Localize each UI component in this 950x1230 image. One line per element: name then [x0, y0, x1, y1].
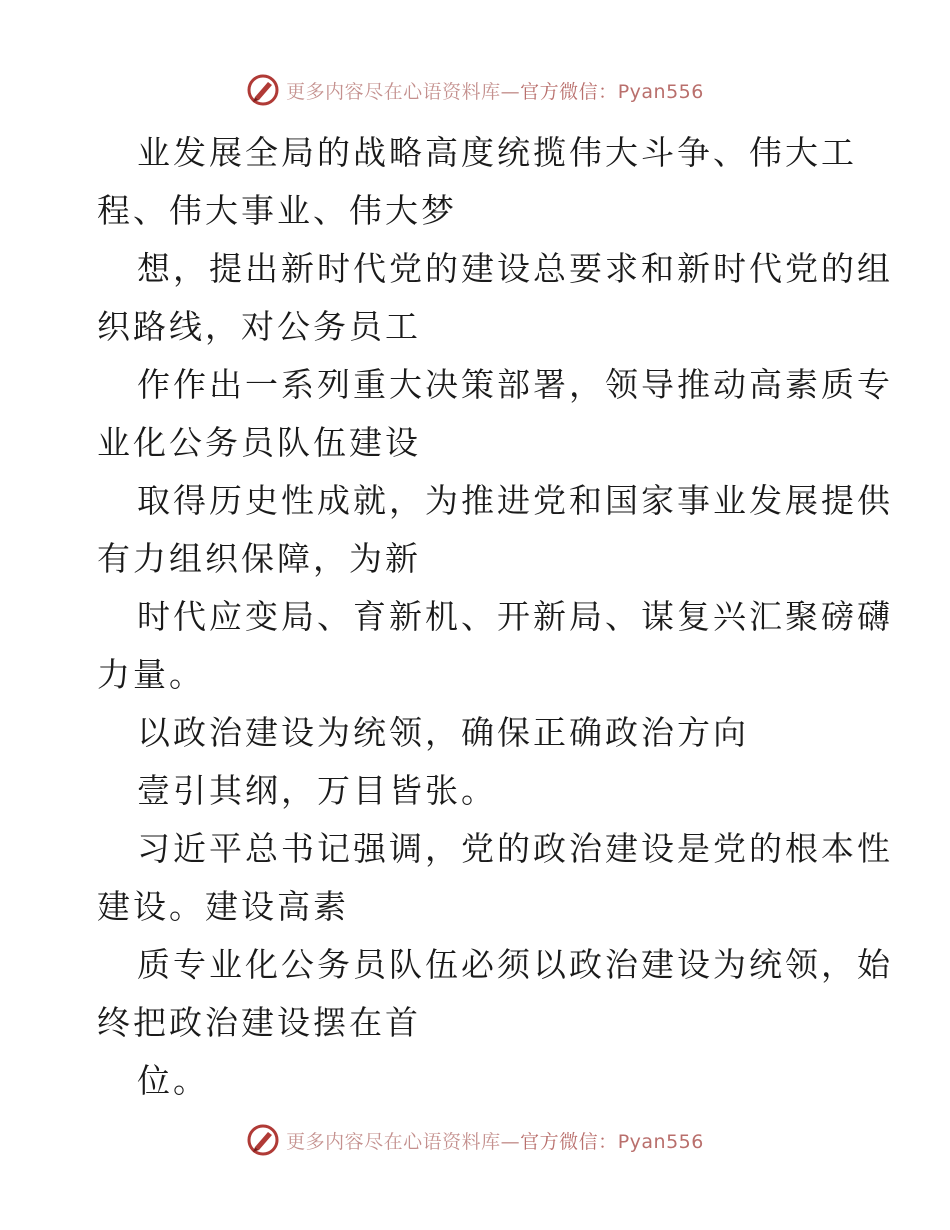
text-line: 织路线，对公务员工	[97, 307, 421, 346]
document-body	[97, 124, 893, 1110]
text-line: 终把政治建设摆在首	[97, 1003, 421, 1042]
section-heading: 以政治建设为统领，确保正确政治方向	[137, 713, 749, 752]
text-line: 取得历史性成就，为推进党和国家事业发展提供	[137, 481, 893, 520]
header-wechat-label: 官方微信：	[520, 80, 618, 103]
pen-logo-icon	[246, 1123, 280, 1157]
text-line: 习近平总书记强调，党的政治建设是党的根本性	[137, 829, 893, 868]
text-line: 程、伟大事业、伟大梦	[97, 191, 457, 230]
footer-wechat-id: Pyan556	[617, 1130, 704, 1153]
text-line: 质专业化公务员队伍必须以政治建设为统领，始	[137, 945, 893, 984]
header-site-name: 更多内容尽在心语资料库	[286, 80, 501, 103]
text-line: 想，提出新时代党的建设总要求和新时代党的组	[137, 249, 893, 288]
footer-wechat-label: 官方微信：	[520, 1130, 618, 1153]
header-banner-text	[286, 77, 704, 104]
text-line: 壹引其纲，万目皆张。	[137, 771, 497, 810]
footer-banner-text	[286, 1127, 704, 1154]
text-line: 力量。	[97, 655, 205, 694]
text-line: 业发展全局的战略高度统揽伟大斗争、伟大工	[137, 133, 857, 172]
header-wechat-id: Pyan556	[617, 80, 704, 103]
text-line: 位。	[137, 1061, 209, 1100]
header-separator: —	[500, 80, 521, 103]
footer-separator: —	[500, 1130, 521, 1153]
text-line: 业化公务员队伍建设	[97, 423, 421, 462]
header-banner	[0, 70, 950, 110]
text-line: 建设。建设高素	[97, 887, 349, 926]
pen-logo-icon	[246, 73, 280, 107]
footer-banner	[0, 1120, 950, 1160]
text-line: 作作出一系列重大决策部署，领导推动高素质专	[137, 365, 893, 404]
text-line: 有力组织保障，为新	[97, 539, 421, 578]
footer-site-name: 更多内容尽在心语资料库	[286, 1130, 501, 1153]
text-line: 时代应变局、育新机、开新局、谋复兴汇聚磅礴	[137, 597, 893, 636]
